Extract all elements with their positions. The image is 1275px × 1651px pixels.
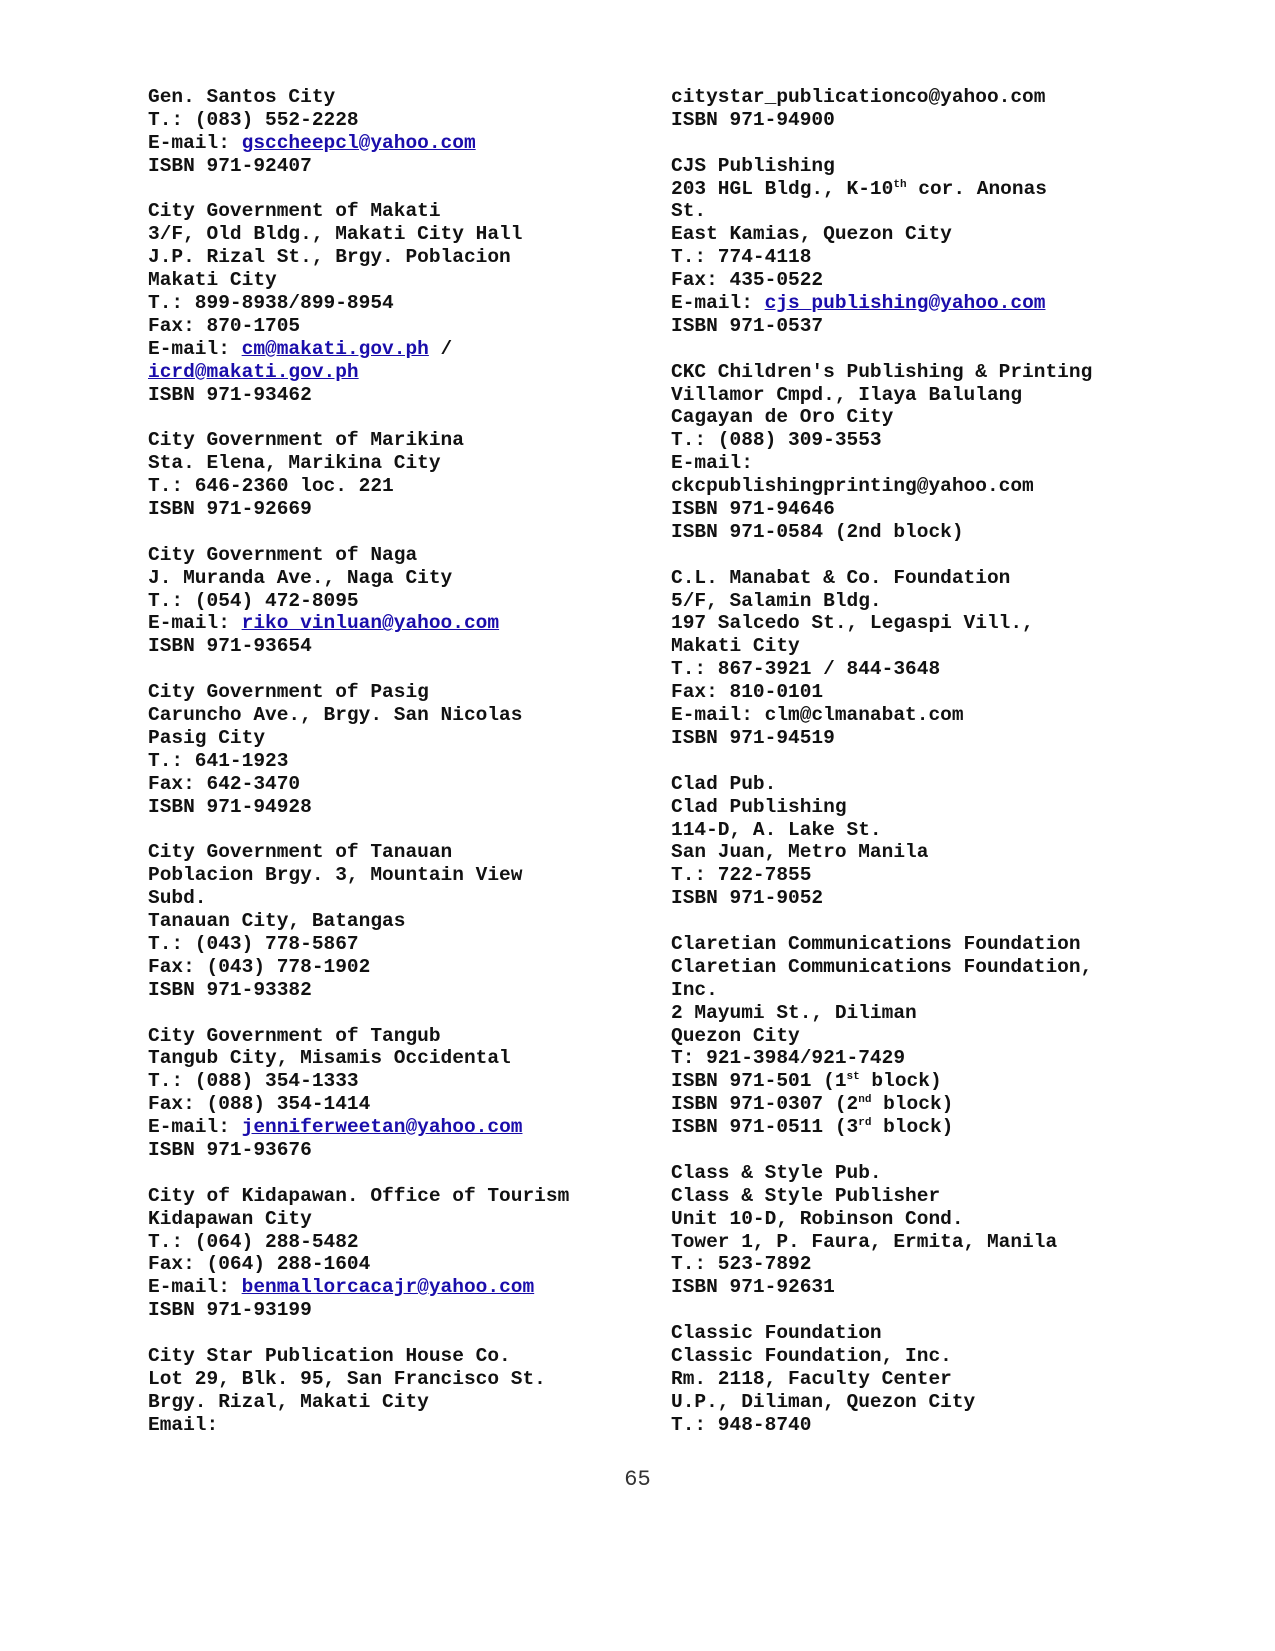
line-text: T.: (088) 309-3553 bbox=[671, 429, 882, 452]
line-text: ISBN 971-93199 bbox=[148, 1299, 312, 1322]
line-text: City Government of Makati bbox=[148, 200, 441, 223]
entry-line bbox=[671, 956, 1261, 979]
entry-line bbox=[671, 933, 1261, 956]
entry-line bbox=[148, 979, 648, 1002]
entry-line bbox=[148, 1276, 648, 1299]
directory-entry bbox=[671, 933, 1261, 1139]
line-text: Tower 1, P. Faura, Ermita, Manila bbox=[671, 1230, 1058, 1253]
entry-line bbox=[671, 1025, 1261, 1048]
entry-line bbox=[148, 429, 648, 452]
line-text: citystar_publicationco@yahoo.com bbox=[671, 86, 1046, 108]
entry-line bbox=[148, 1047, 648, 1070]
entry-line bbox=[671, 704, 1261, 727]
entry-line bbox=[671, 590, 1261, 613]
entry-line bbox=[671, 567, 1261, 590]
entry-line bbox=[671, 498, 1261, 521]
line-text: T.: 948-8740 bbox=[671, 1413, 812, 1436]
line-text: ISBN 971-94900 bbox=[671, 108, 835, 131]
line-text: Kidapawan City bbox=[148, 1207, 312, 1230]
entry-line bbox=[671, 658, 1261, 681]
entry-line bbox=[671, 635, 1261, 658]
entry-line bbox=[671, 1231, 1261, 1254]
line-text: Rm. 2118, Faculty Center bbox=[671, 1367, 952, 1390]
email-link[interactable]: gsccheepcl@yahoo.com bbox=[241, 131, 476, 154]
line-text: ISBN 971-93676 bbox=[148, 1138, 312, 1161]
entry-line bbox=[148, 292, 648, 315]
entry-line bbox=[671, 246, 1261, 269]
line-text: C.L. Manabat & Co. Foundation bbox=[671, 566, 1011, 589]
entry-line bbox=[148, 887, 648, 910]
entry-line bbox=[148, 1345, 648, 1368]
entry-line bbox=[148, 864, 648, 887]
entry-line bbox=[671, 155, 1261, 178]
entry-line bbox=[148, 223, 648, 246]
entry-line bbox=[671, 406, 1261, 429]
line-text: ISBN 971-94928 bbox=[148, 795, 312, 818]
line-text: Fax: 435-0522 bbox=[671, 269, 824, 292]
line-text: T.: 641-1923 bbox=[148, 749, 289, 772]
line-text-suffix: block) bbox=[871, 1116, 954, 1139]
line-text: T.: (064) 288-5482 bbox=[148, 1230, 359, 1253]
line-text-suffix: block) bbox=[859, 1070, 942, 1093]
directory-entry bbox=[671, 361, 1261, 544]
entry-line bbox=[671, 1162, 1261, 1185]
line-text: E-mail: bbox=[148, 1116, 242, 1139]
entry-line bbox=[148, 109, 648, 132]
line-text: 114-D, A. Lake St. bbox=[671, 818, 882, 841]
page-number: 65 bbox=[624, 1467, 651, 1492]
directory-entry bbox=[148, 429, 648, 521]
email-link[interactable]: cjs_publishing@yahoo.com bbox=[764, 292, 1046, 315]
line-text: Claretian Communications Foundation bbox=[671, 932, 1081, 955]
ordinal-superscript: rd bbox=[858, 1117, 872, 1130]
entry-line bbox=[148, 750, 648, 773]
line-text: Caruncho Ave., Brgy. San Nicolas bbox=[148, 704, 523, 727]
entry-line bbox=[148, 498, 648, 521]
entry-line bbox=[671, 1047, 1261, 1070]
ordinal-superscript: st bbox=[846, 1071, 860, 1084]
email-link[interactable]: jenniferweetan@yahoo.com bbox=[241, 1116, 523, 1139]
line-text: T.: 722-7855 bbox=[671, 864, 812, 887]
line-text: Tangub City, Misamis Occidental bbox=[148, 1047, 511, 1070]
ordinal-superscript: nd bbox=[858, 1094, 872, 1107]
entry-line bbox=[671, 269, 1261, 292]
entry-line bbox=[148, 910, 648, 933]
entry-line bbox=[148, 361, 648, 384]
line-text: Lot 29, Blk. 95, San Francisco St. bbox=[148, 1367, 546, 1390]
directory-entry bbox=[671, 155, 1261, 338]
line-text: CJS Publishing bbox=[671, 154, 835, 177]
line-text: E-mail: bbox=[148, 612, 242, 635]
line-text: City Star Publication House Co. bbox=[148, 1344, 511, 1367]
entry-line bbox=[148, 567, 648, 590]
entry-line bbox=[148, 1414, 648, 1437]
entry-line bbox=[148, 704, 648, 727]
entry-line bbox=[671, 429, 1261, 452]
line-text: T.: 646-2360 loc. 221 bbox=[148, 475, 394, 498]
line-text: E-mail: clm@clmanabat.com bbox=[671, 704, 964, 727]
entry-line bbox=[671, 223, 1261, 246]
line-text: Fax: 810-0101 bbox=[671, 681, 824, 704]
line-text: ISBN 971-9052 bbox=[671, 887, 824, 910]
line-text: J. Muranda Ave., Naga City bbox=[148, 566, 453, 589]
line-text: Fax: 870-1705 bbox=[148, 314, 301, 337]
entry-line bbox=[148, 475, 648, 498]
entry-line bbox=[148, 841, 648, 864]
directory-entry bbox=[148, 86, 648, 178]
line-text: ISBN 971-92631 bbox=[671, 1276, 835, 1299]
line-text: Makati City bbox=[148, 269, 277, 292]
entry-line bbox=[148, 796, 648, 819]
entry-line bbox=[671, 1414, 1261, 1437]
line-text: ISBN 971-0307 (2 bbox=[671, 1093, 859, 1116]
line-text: ISBN 971-92669 bbox=[148, 498, 312, 521]
entry-line bbox=[148, 1299, 648, 1322]
entry-line bbox=[671, 1368, 1261, 1391]
left-column bbox=[148, 86, 648, 1459]
entry-line bbox=[148, 1208, 648, 1231]
entry-line bbox=[671, 819, 1261, 842]
line-text: T.: 899-8938/899-8954 bbox=[148, 292, 394, 315]
line-text: City Government of Tangub bbox=[148, 1024, 441, 1047]
line-text: ISBN 971-92407 bbox=[148, 154, 312, 177]
entry-line bbox=[671, 86, 1261, 109]
entry-line bbox=[148, 1025, 648, 1048]
line-text: E-mail: bbox=[148, 131, 242, 154]
line-text: Class & Style Pub. bbox=[671, 1161, 882, 1184]
entry-line bbox=[148, 132, 648, 155]
entry-line bbox=[671, 361, 1261, 384]
line-text: Classic Foundation, Inc. bbox=[671, 1344, 952, 1367]
entry-line bbox=[671, 521, 1261, 544]
email-link[interactable]: riko_vinluan@yahoo.com bbox=[241, 612, 500, 635]
entry-line bbox=[671, 1093, 1261, 1116]
entry-line bbox=[671, 864, 1261, 887]
line-text: 203 HGL Bldg., K-10 bbox=[671, 177, 894, 200]
line-text-suffix: block) bbox=[871, 1093, 954, 1116]
line-text: T.: (043) 778-5867 bbox=[148, 932, 359, 955]
line-text: Class & Style Publisher bbox=[671, 1184, 941, 1207]
entry-line bbox=[671, 681, 1261, 704]
entry-line bbox=[148, 246, 648, 269]
entry-line bbox=[148, 86, 648, 109]
directory-entry bbox=[148, 200, 648, 406]
entry-line bbox=[671, 887, 1261, 910]
entry-line bbox=[671, 841, 1261, 864]
entry-line bbox=[148, 1116, 648, 1139]
directory-entry bbox=[671, 567, 1261, 750]
entry-line bbox=[148, 1391, 648, 1414]
line-text: ISBN 971-94646 bbox=[671, 498, 835, 521]
line-text: Pasig City bbox=[148, 726, 266, 749]
email-link[interactable]: cm@makati.gov.ph bbox=[241, 337, 429, 360]
line-text-suffix: cor. Anonas bbox=[906, 177, 1047, 200]
email-link[interactable]: benmallorcacajr@yahoo.com bbox=[241, 1276, 535, 1299]
line-text: ISBN 971-93462 bbox=[148, 383, 312, 406]
entry-line bbox=[148, 544, 648, 567]
line-text: 5/F, Salamin Bldg. bbox=[671, 589, 882, 612]
entry-line bbox=[671, 612, 1261, 635]
entry-line bbox=[671, 178, 1261, 201]
line-text: Brgy. Rizal, Makati City bbox=[148, 1390, 429, 1413]
line-text: Cagayan de Oro City bbox=[671, 406, 894, 429]
line-text: Claretian Communications Foundation, bbox=[671, 955, 1093, 978]
entry-line bbox=[148, 681, 648, 704]
directory-entry bbox=[148, 1345, 648, 1437]
line-text: T.: (088) 354-1333 bbox=[148, 1070, 359, 1093]
directory-entry bbox=[671, 86, 1261, 132]
line-text: Fax: (043) 778-1902 bbox=[148, 955, 371, 978]
line-text: ISBN 971-501 (1 bbox=[671, 1070, 847, 1093]
entry-line bbox=[671, 315, 1261, 338]
line-text: CKC Children's Publishing & Printing bbox=[671, 360, 1093, 383]
line-text: San Juan, Metro Manila bbox=[671, 841, 929, 864]
entry-line bbox=[148, 773, 648, 796]
line-text: Unit 10-D, Robinson Cond. bbox=[671, 1207, 964, 1230]
entry-line bbox=[671, 1322, 1261, 1345]
entry-line bbox=[148, 1231, 648, 1254]
entry-line bbox=[671, 773, 1261, 796]
right-column bbox=[671, 86, 1261, 1459]
line-text: J.P. Rizal St., Brgy. Poblacion bbox=[148, 246, 511, 269]
entry-line bbox=[148, 155, 648, 178]
line-text: ISBN 971-94519 bbox=[671, 726, 835, 749]
email-link[interactable]: icrd@makati.gov.ph bbox=[148, 360, 359, 383]
entry-line bbox=[148, 635, 648, 658]
entry-line bbox=[148, 1368, 648, 1391]
entry-line bbox=[148, 1185, 648, 1208]
line-text: City Government of Tanauan bbox=[148, 841, 453, 864]
entry-line bbox=[671, 452, 1261, 475]
entry-line bbox=[671, 292, 1261, 315]
line-text: St. bbox=[671, 200, 707, 223]
entry-line bbox=[148, 933, 648, 956]
line-text: Poblacion Brgy. 3, Mountain View bbox=[148, 864, 523, 887]
directory-entry bbox=[148, 544, 648, 658]
directory-entry bbox=[671, 773, 1261, 910]
entry-line bbox=[671, 979, 1261, 1002]
line-text: Villamor Cmpd., Ilaya Balulang bbox=[671, 383, 1023, 406]
entry-line bbox=[148, 269, 648, 292]
directory-entry bbox=[671, 1162, 1261, 1299]
line-text: Fax: 642-3470 bbox=[148, 772, 301, 795]
line-text: Fax: (088) 354-1414 bbox=[148, 1093, 371, 1116]
line-text: T.: 774-4118 bbox=[671, 246, 812, 269]
line-text: E-mail: bbox=[148, 337, 242, 360]
entry-line bbox=[671, 1002, 1261, 1025]
entry-line bbox=[671, 475, 1261, 498]
line-text: City of Kidapawan. Office of Tourism bbox=[148, 1184, 570, 1207]
entry-line bbox=[671, 384, 1261, 407]
line-text: Fax: (064) 288-1604 bbox=[148, 1253, 371, 1276]
directory-entry bbox=[148, 1185, 648, 1322]
line-text: Subd. bbox=[148, 887, 207, 910]
entry-line bbox=[671, 1208, 1261, 1231]
line-text: Inc. bbox=[671, 978, 718, 1001]
entry-line bbox=[671, 727, 1261, 750]
line-text: 2 Mayumi St., Diliman bbox=[671, 1001, 917, 1024]
entry-line bbox=[671, 1116, 1261, 1139]
entry-line bbox=[148, 384, 648, 407]
line-text: Clad Pub. bbox=[671, 772, 777, 795]
entry-line bbox=[671, 1253, 1261, 1276]
line-text: U.P., Diliman, Quezon City bbox=[671, 1390, 976, 1413]
line-text: T: 921-3984/921-7429 bbox=[671, 1047, 906, 1070]
line-text: T.: 867-3921 / 844-3648 bbox=[671, 658, 941, 681]
line-text: East Kamias, Quezon City bbox=[671, 223, 952, 246]
directory-entry bbox=[148, 841, 648, 1001]
entry-line bbox=[671, 796, 1261, 819]
line-text-suffix: / bbox=[428, 337, 453, 360]
entry-line bbox=[148, 200, 648, 223]
line-text: T.: 523-7892 bbox=[671, 1253, 812, 1276]
entry-line bbox=[148, 1253, 648, 1276]
line-text: ISBN 971-0537 bbox=[671, 314, 824, 337]
line-text: E-mail: bbox=[148, 1276, 242, 1299]
line-text: ISBN 971-93654 bbox=[148, 635, 312, 658]
line-text: ckcpublishingprinting@yahoo.com bbox=[671, 475, 1034, 498]
entry-line bbox=[148, 1139, 648, 1162]
line-text: ISBN 971-0511 (3 bbox=[671, 1116, 859, 1139]
line-text: 197 Salcedo St., Legaspi Vill., bbox=[671, 612, 1034, 635]
line-text: Makati City bbox=[671, 635, 800, 658]
entry-line bbox=[148, 338, 648, 361]
directory-entry bbox=[148, 1025, 648, 1162]
entry-line bbox=[148, 956, 648, 979]
entry-line bbox=[671, 1185, 1261, 1208]
entry-line bbox=[148, 590, 648, 613]
directory-entry bbox=[671, 1322, 1261, 1436]
line-text: ISBN 971-93382 bbox=[148, 978, 312, 1001]
line-text: City Government of Naga bbox=[148, 543, 418, 566]
entry-line bbox=[671, 200, 1261, 223]
entry-line bbox=[671, 1276, 1261, 1299]
ordinal-superscript: th bbox=[893, 178, 907, 191]
entry-line bbox=[148, 727, 648, 750]
line-text: City Government of Marikina bbox=[148, 429, 464, 452]
line-text: ISBN 971-0584 (2nd block) bbox=[671, 520, 964, 543]
entry-line bbox=[148, 612, 648, 635]
line-text: Clad Publishing bbox=[671, 795, 847, 818]
entry-line bbox=[671, 1345, 1261, 1368]
entry-line bbox=[148, 1093, 648, 1116]
line-text: Tanauan City, Batangas bbox=[148, 910, 406, 933]
line-text: Gen. Santos City bbox=[148, 86, 336, 108]
line-text: E-mail: bbox=[671, 292, 765, 315]
entry-line bbox=[148, 1070, 648, 1093]
entry-line bbox=[148, 452, 648, 475]
line-text: 3/F, Old Bldg., Makati City Hall bbox=[148, 223, 523, 246]
entry-line bbox=[671, 109, 1261, 132]
line-text: T.: (083) 552-2228 bbox=[148, 108, 359, 131]
line-text: Quezon City bbox=[671, 1024, 800, 1047]
line-text: Classic Foundation bbox=[671, 1322, 882, 1345]
line-text: Sta. Elena, Marikina City bbox=[148, 452, 441, 475]
entry-line bbox=[148, 315, 648, 338]
line-text: City Government of Pasig bbox=[148, 681, 429, 704]
line-text: Email: bbox=[148, 1413, 219, 1436]
directory-entry bbox=[148, 681, 648, 818]
line-text: E-mail: bbox=[671, 452, 753, 475]
entry-line bbox=[671, 1391, 1261, 1414]
entry-line bbox=[671, 1070, 1261, 1093]
line-text: T.: (054) 472-8095 bbox=[148, 589, 359, 612]
